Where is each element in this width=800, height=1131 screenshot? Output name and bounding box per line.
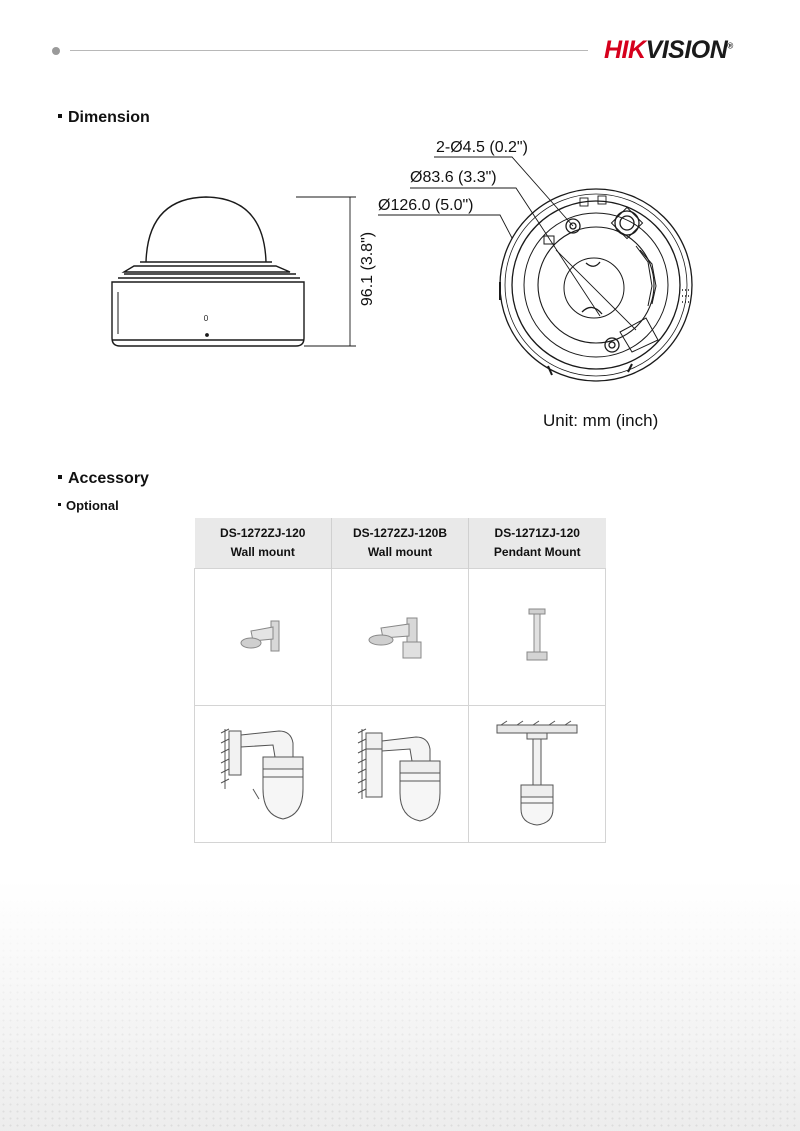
accessory-table bbox=[194, 518, 606, 843]
wall-mount-junction-installed-image bbox=[350, 719, 450, 829]
product-image-cell bbox=[469, 569, 606, 706]
accessory-type: Pendant Mount bbox=[493, 545, 581, 559]
height-label: 96.1 (3.8") bbox=[359, 231, 377, 307]
accessory-header bbox=[469, 518, 606, 569]
product-image-cell bbox=[332, 569, 469, 706]
unit-label: Unit: mm (inch) bbox=[543, 411, 659, 430]
installation-image-cell bbox=[332, 706, 469, 843]
table-header-row bbox=[195, 518, 606, 569]
mounting-hole-label: 2-Ø4.5 (0.2") bbox=[436, 139, 528, 156]
installation-image-cell bbox=[469, 706, 606, 843]
bottom-view-drawing bbox=[378, 157, 692, 381]
inner-diameter-label: Ø83.6 (3.3") bbox=[410, 169, 497, 186]
dimension-drawing bbox=[0, 0, 800, 440]
table-row bbox=[195, 569, 606, 706]
table-row bbox=[195, 706, 606, 843]
accessory-type: Wall mount bbox=[230, 545, 295, 559]
product-image-cell bbox=[195, 569, 332, 706]
wall-mount-junction-image bbox=[365, 612, 435, 662]
dimension-title: Dimension bbox=[58, 109, 150, 127]
pendant-mount-installed-image bbox=[487, 719, 587, 829]
pendant-mount-image bbox=[517, 607, 557, 667]
svg-text:0: 0 bbox=[203, 314, 209, 323]
background-pattern bbox=[0, 891, 800, 1131]
accessory-model: DS-1272ZJ-120 bbox=[220, 526, 306, 540]
outer-diameter-label: Ø126.0 (5.0") bbox=[378, 197, 474, 214]
installation-image-cell bbox=[195, 706, 332, 843]
optional-subtitle: Optional bbox=[58, 498, 119, 513]
accessory-model: DS-1272ZJ-120B bbox=[352, 526, 448, 540]
accessory-type: Wall mount bbox=[367, 545, 433, 559]
side-view-drawing bbox=[112, 197, 356, 346]
accessory-title: Accessory bbox=[58, 470, 149, 488]
hikvision-logo: HIKVISION® bbox=[604, 36, 733, 64]
accessory-header bbox=[332, 518, 469, 569]
wall-mount-image bbox=[233, 617, 293, 657]
accessory-header bbox=[195, 518, 332, 569]
wall-mount-installed-image bbox=[213, 719, 313, 829]
accessory-model: DS-1271ZJ-120 bbox=[494, 526, 580, 540]
